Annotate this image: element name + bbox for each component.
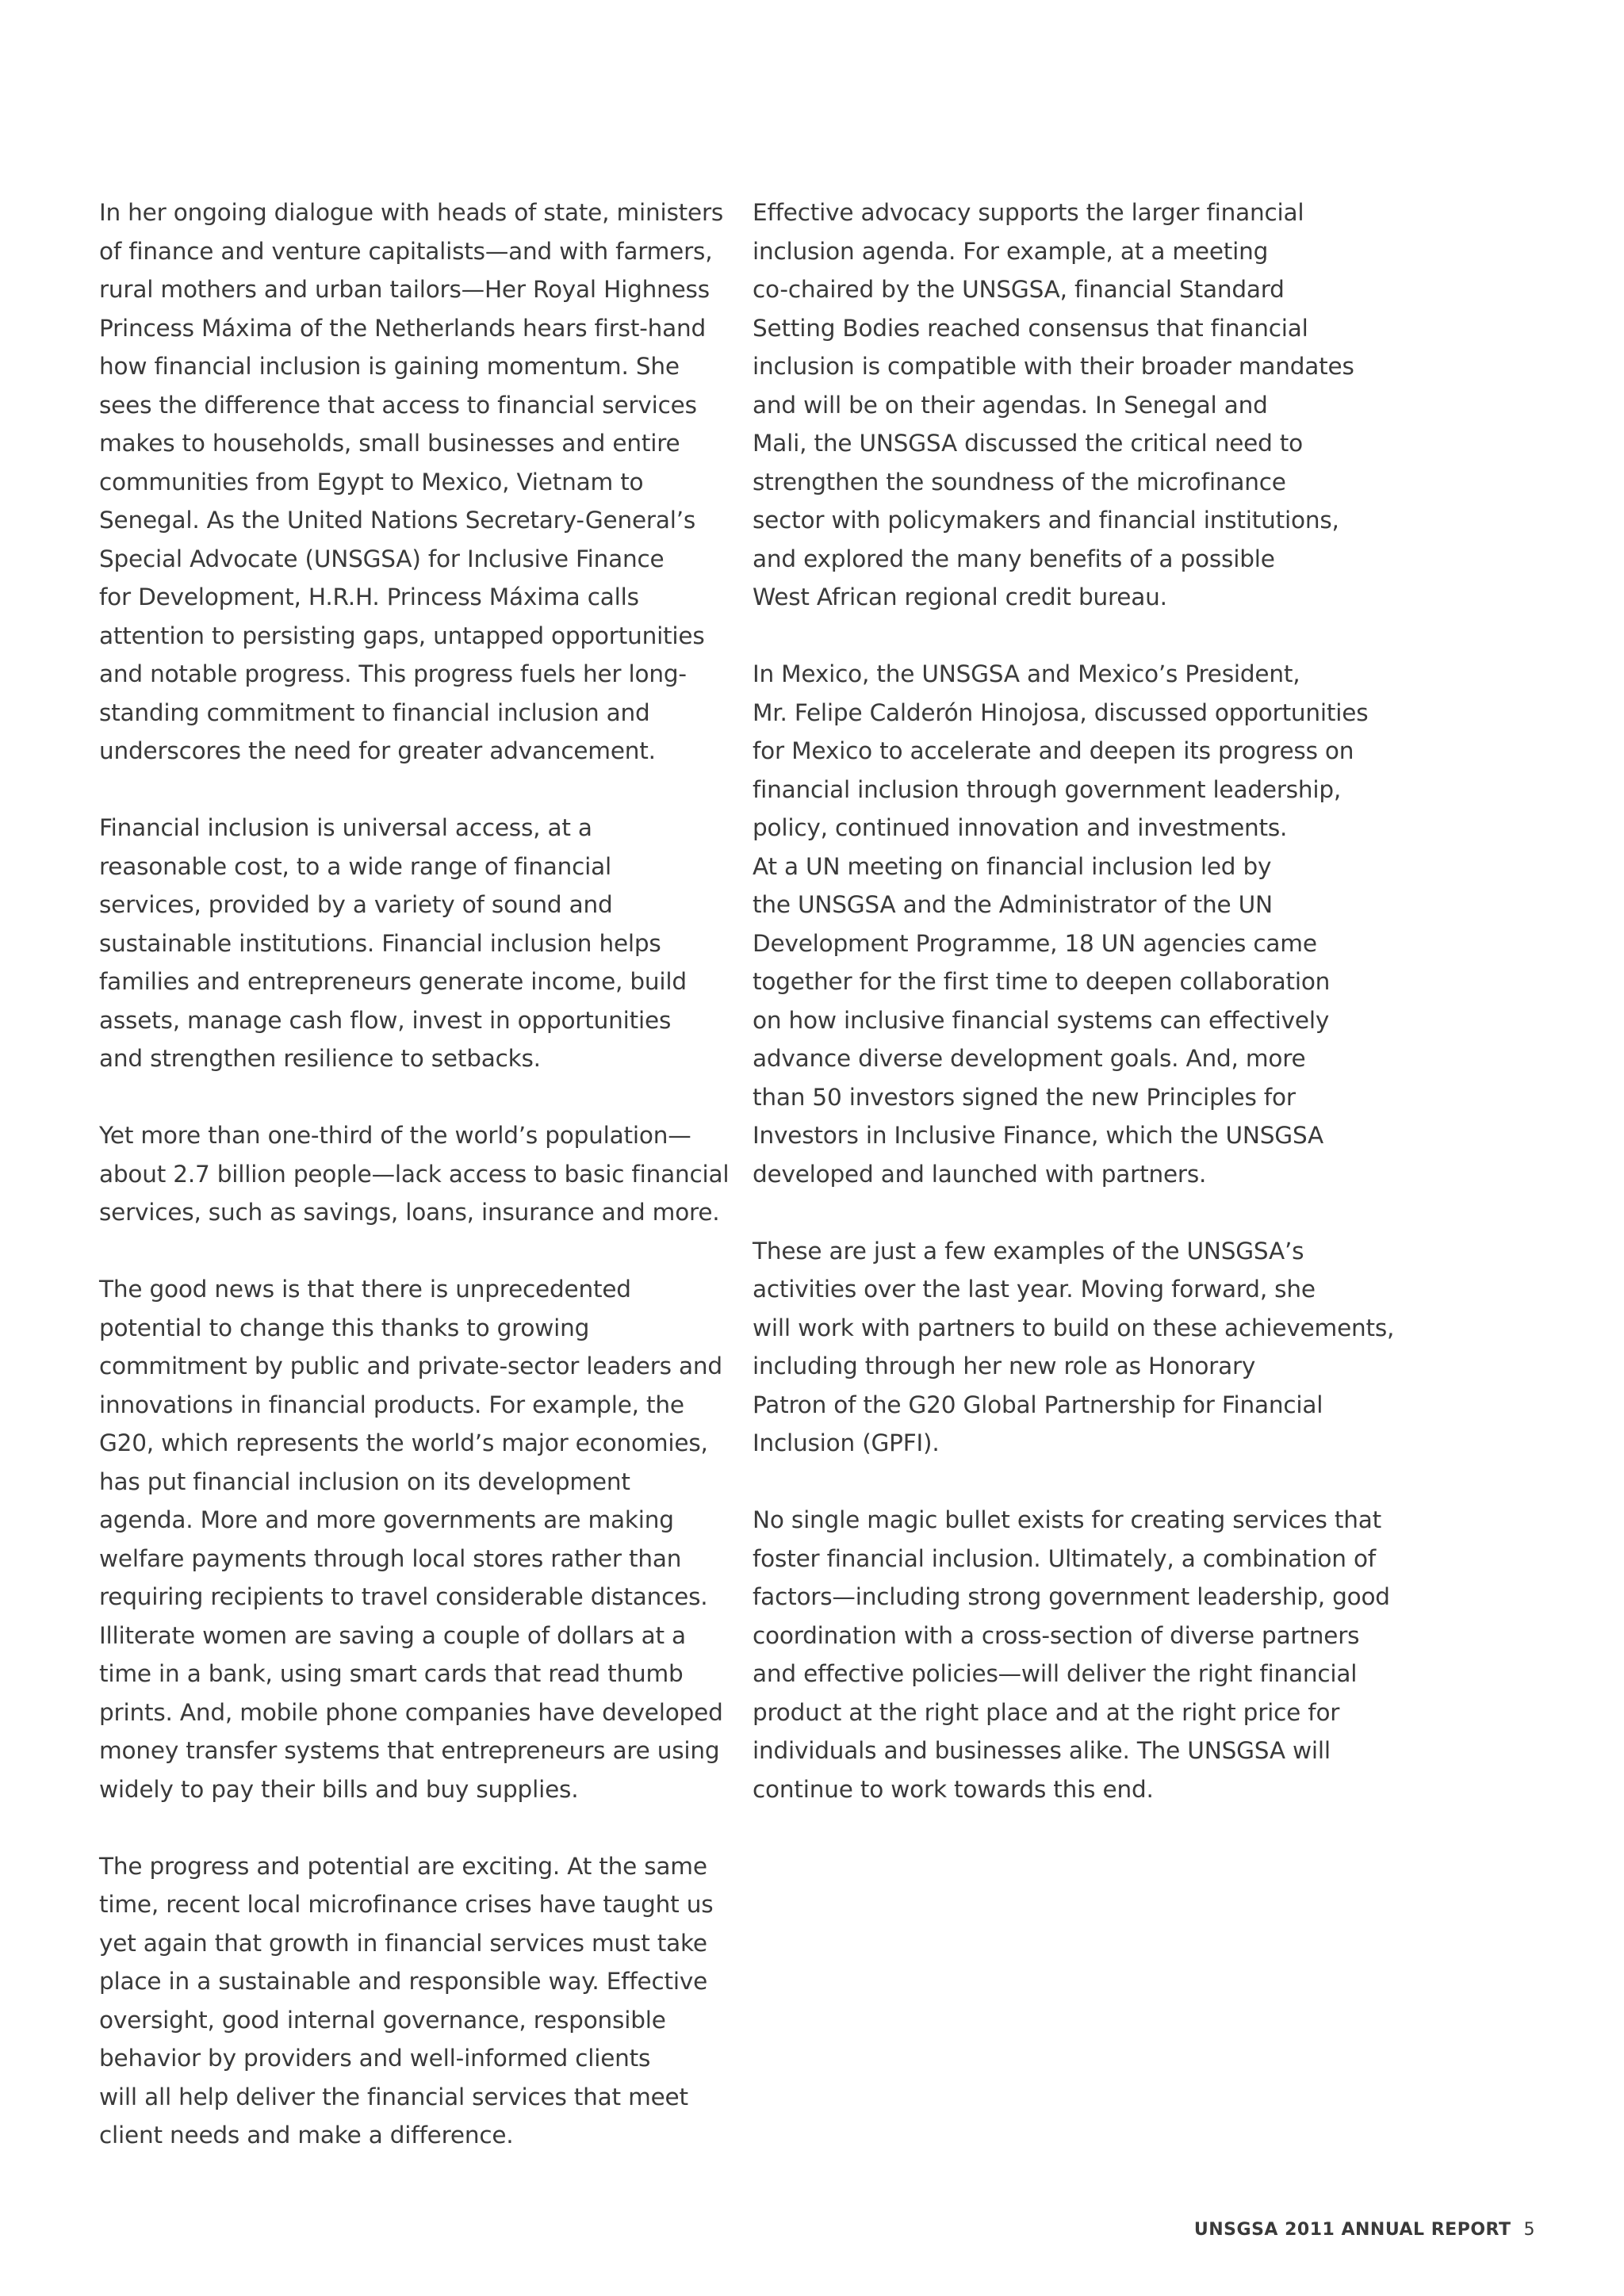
text-line: policy, continued innovation and investments. (753, 814, 1288, 841)
text-line: including through her new role as Honorary (753, 1353, 1256, 1380)
text-line: for Development, H.R.H. Princess Máxima calls (99, 584, 639, 610)
text-line: money transfer systems that entrepreneurs are using (99, 1737, 720, 1764)
text-line: financial inclusion through government leadership, (753, 775, 1342, 803)
text-line: The progress and potential are exciting. At the same (99, 1852, 707, 1880)
text-line: continue to work towards this end. (753, 1775, 1154, 1803)
text-line: of finance and venture capitalists—and with farmers, (99, 237, 713, 265)
text-line: welfare payments through local stores rather than (99, 1544, 682, 1572)
text-line: developed and launched with partners. (753, 1160, 1207, 1188)
text-line: product at the right place and at the right price for (753, 1698, 1340, 1726)
text-line: Mali, the UNSGSA discussed the critical need to (753, 430, 1304, 457)
text-line: behavior by providers and well-informed clients (99, 2045, 651, 2072)
text-line: assets, manage cash flow, invest in opportunities (99, 1006, 672, 1034)
text-line: sector with policymakers and financial institutions, (753, 507, 1339, 534)
text-line: than 50 investors signed the new Principles for (753, 1083, 1296, 1111)
text-line: requiring recipients to travel considerable distances. (99, 1583, 708, 1610)
text-line: oversight, good internal governance, responsible (99, 2006, 666, 2034)
paragraph (99, 809, 733, 1078)
page-number: 5 (1523, 2220, 1535, 2240)
text-line: G20, which represents the world’s major economies, (99, 1429, 708, 1456)
paragraph (753, 193, 1387, 617)
text-line: and notable progress. This progress fuels her long- (99, 660, 687, 687)
text-line: services, provided by a variety of sound and (99, 891, 613, 918)
text-line: commitment by public and private-sector leaders and (99, 1353, 722, 1380)
text-line: yet again that growth in financial services must take (99, 1929, 707, 1957)
text-line: for Mexico to accelerate and deepen its progress on (753, 737, 1354, 764)
paragraph (753, 655, 1387, 1193)
paragraph (753, 1232, 1395, 1463)
text-line: factors—including strong government leadership, good (753, 1583, 1390, 1610)
text-line: Financial inclusion is universal access, at a (99, 814, 592, 841)
text-line: innovations in financial products. For example, the (99, 1391, 684, 1418)
report-title: UNSGSA 2011 ANNUAL REPORT (1193, 2220, 1511, 2240)
text-line: Development Programme, 18 UN agencies came (753, 929, 1317, 957)
text-line: has put financial inclusion on its development (99, 1468, 630, 1495)
paragraph (753, 1501, 1390, 1808)
text-line: time in a bank, using smart cards that read thumb (99, 1660, 684, 1687)
text-line: and strengthen resilience to setbacks. (99, 1045, 541, 1072)
text-line: Patron of the G20 Global Partnership for Financial (753, 1391, 1323, 1418)
paragraph (99, 1270, 733, 1808)
text-line: coordination with a cross-section of diverse partners (753, 1621, 1360, 1649)
paragraph (99, 1847, 733, 2155)
text-line: about 2.7 billion people—lack access to basic financial (99, 1160, 730, 1188)
text-line: sees the difference that access to financial services (99, 391, 697, 419)
text-line: At a UN meeting on financial inclusion led by (753, 852, 1272, 880)
text-line: client needs and make a difference. (99, 2122, 514, 2149)
text-line: Investors in Inclusive Finance, which the UNSGSA (753, 1122, 1324, 1149)
text-line: time, recent local microfinance crises have taught us (99, 1891, 714, 1918)
text-line: communities from Egypt to Mexico, Vietnam to (99, 468, 644, 496)
text-line: Setting Bodies reached consensus that financial (753, 314, 1308, 342)
paragraph (99, 1116, 733, 1232)
text-line: potential to change this thanks to growing (99, 1314, 590, 1341)
text-line: Illiterate women are saving a couple of dollars at a (99, 1621, 686, 1649)
text-line: on how inclusive financial systems can effectively (753, 1006, 1330, 1034)
text-line: standing commitment to financial inclusion and (99, 698, 650, 726)
text-line: advance diverse development goals. And, more (753, 1045, 1306, 1072)
paragraph (99, 193, 733, 771)
text-line: Effective advocacy supports the larger financial (753, 199, 1304, 226)
text-line: reasonable cost, to a wide range of financial (99, 852, 612, 880)
text-line: and explored the many benefits of a possible (753, 545, 1275, 572)
text-line: No single magic bullet exists for creating services that (753, 1506, 1381, 1533)
text-line: makes to households, small businesses and entire (99, 430, 680, 457)
text-line: Inclusion (GPFI). (753, 1429, 940, 1456)
text-line: In Mexico, the UNSGSA and Mexico’s President, (753, 660, 1300, 687)
text-line: place in a sustainable and responsible way. Effective (99, 1968, 708, 1995)
left-column (99, 193, 733, 2193)
text-line: Mr. Felipe Calderón Hinojosa, discussed opportunities (753, 698, 1369, 726)
text-line: Princess Máxima of the Netherlands hears first-hand (99, 314, 707, 342)
text-line: rural mothers and urban tailors—Her Royal Highness (99, 276, 710, 303)
text-line: Yet more than one-third of the world’s population— (99, 1122, 691, 1149)
text-line: inclusion is compatible with their broader mandates (753, 353, 1354, 380)
text-line: Senegal. As the United Nations Secretary-General’s (99, 507, 696, 534)
text-line: will all help deliver the financial services that meet (99, 2083, 688, 2110)
text-line: sustainable institutions. Financial inclusion helps (99, 929, 661, 957)
text-line: foster financial inclusion. Ultimately, a combination of (753, 1544, 1376, 1572)
text-line: inclusion agenda. For example, at a meeting (753, 237, 1269, 265)
text-line: West African regional credit bureau. (753, 584, 1167, 610)
text-line: These are just a few examples of the UNSGSA’s (753, 1237, 1304, 1265)
text-line: will work with partners to build on these achievements, (753, 1314, 1395, 1341)
right-column (753, 193, 1395, 1847)
text-line: widely to pay their bills and buy supplies. (99, 1775, 579, 1803)
text-line: services, such as savings, loans, insurance and more. (99, 1199, 720, 1226)
text-line: individuals and businesses alike. The UNSGSA will (753, 1737, 1331, 1764)
text-line: co-chaired by the UNSGSA, financial Standard (753, 276, 1285, 303)
text-line: The good news is that there is unprecedented (99, 1276, 631, 1303)
text-line: attention to persisting gaps, untapped opportunities (99, 622, 705, 649)
text-line: and effective policies—will deliver the right financial (753, 1660, 1358, 1687)
text-line: underscores the need for greater advancement. (99, 737, 656, 764)
text-line: prints. And, mobile phone companies have developed (99, 1698, 723, 1726)
text-line: Special Advocate (UNSGSA) for Inclusive Finance (99, 545, 665, 572)
page-footer (1194, 2220, 1535, 2240)
text-line: the UNSGSA and the Administrator of the UN (753, 891, 1273, 918)
text-line: and will be on their agendas. In Senegal and (753, 391, 1268, 419)
text-line: how financial inclusion is gaining momentum. She (99, 353, 680, 380)
text-line: In her ongoing dialogue with heads of state, ministers (99, 199, 724, 226)
text-line: families and entrepreneurs generate income, build (99, 968, 687, 995)
text-line: together for the first time to deepen collaboration (753, 968, 1331, 995)
text-line: activities over the last year. Moving forward, she (753, 1276, 1316, 1303)
text-line: agenda. More and more governments are making (99, 1506, 674, 1533)
text-line: strengthen the soundness of the microfinance (753, 468, 1286, 496)
